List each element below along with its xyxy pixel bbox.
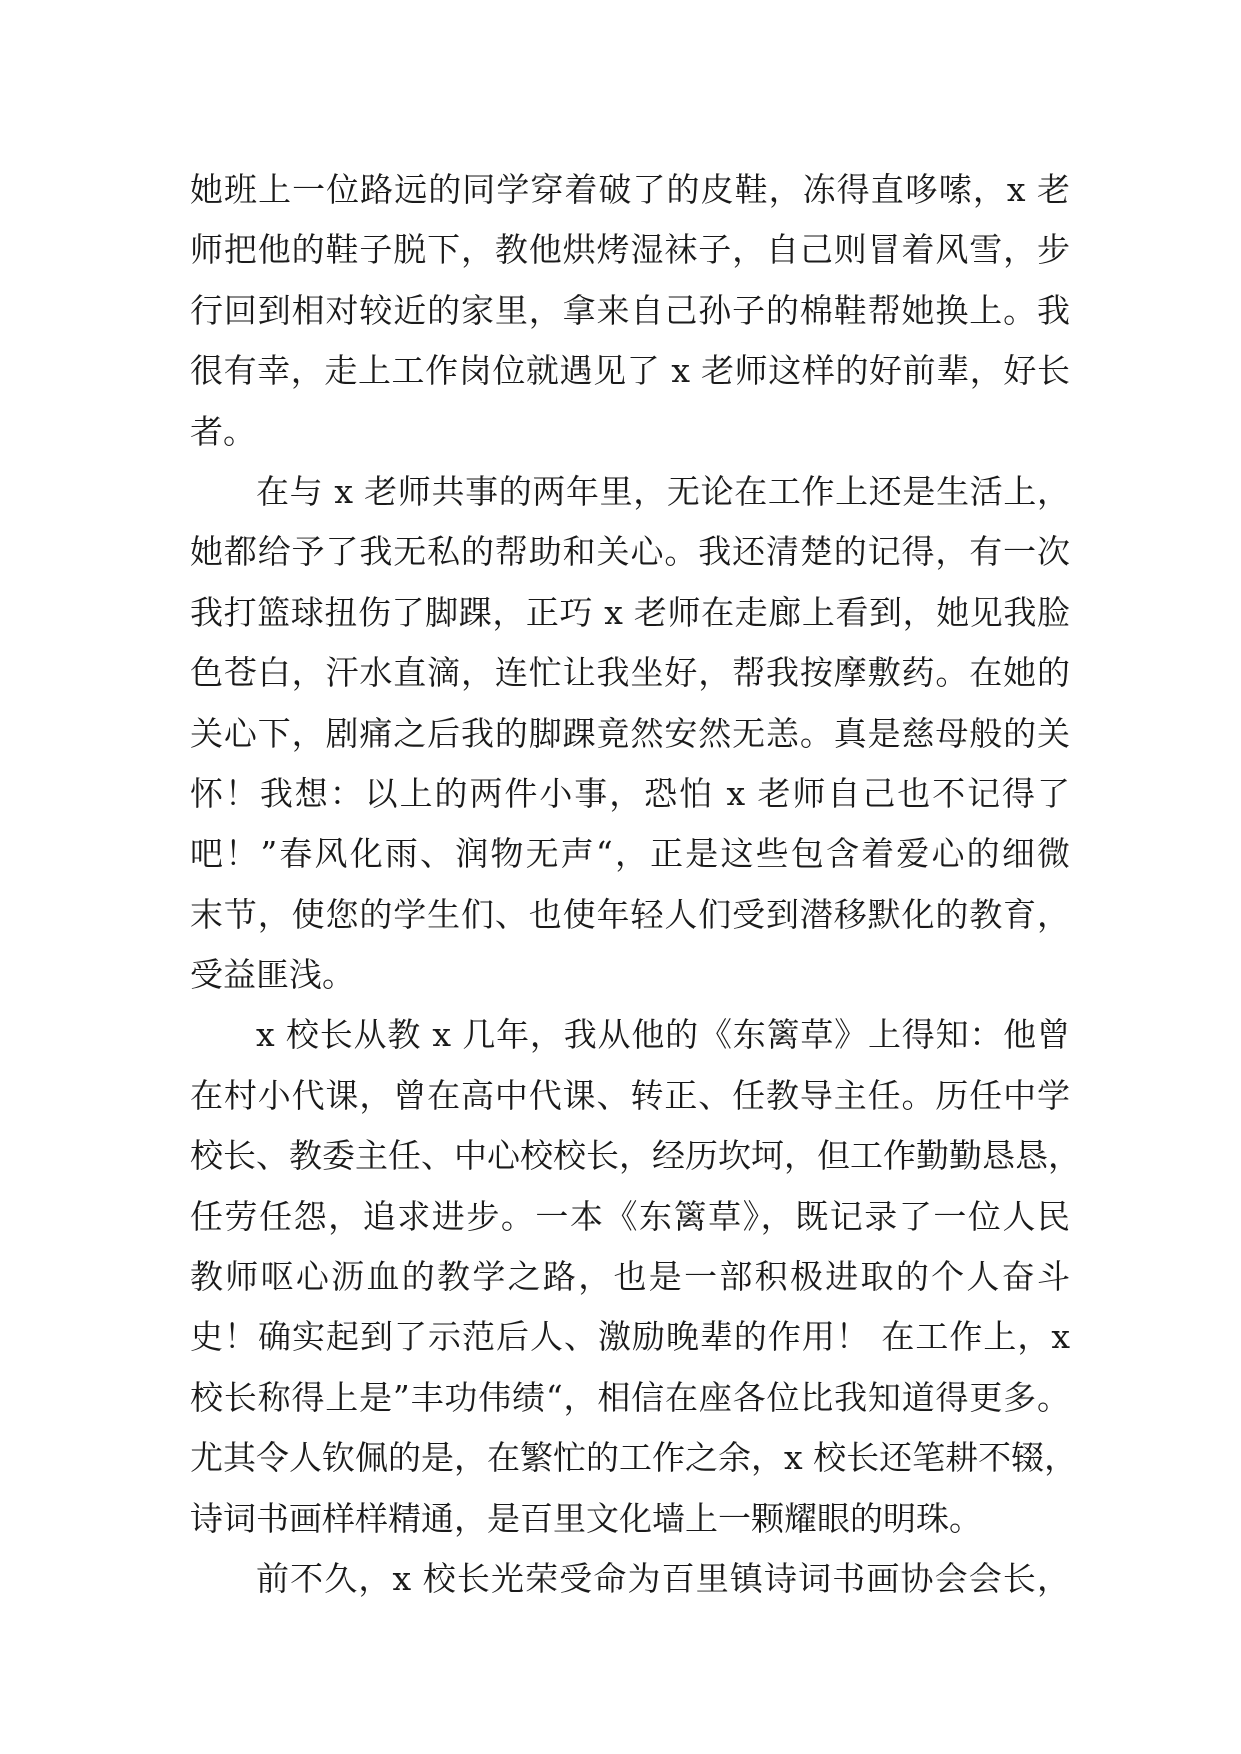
paragraph-start-line: 前不久，x 校长光荣受命为百里镇诗词书画协会会长， bbox=[256, 1558, 1070, 1598]
text-line: 任劳任怨，追求进步。一本《东篱草》，既记录了一位人民 bbox=[190, 1196, 1070, 1236]
text-line: 我打篮球扭伤了脚踝，正巧 x 老师在走廊上看到，她见我脸 bbox=[190, 592, 1070, 632]
text-line: 师把他的鞋子脱下，教他烘烤湿袜子，自己则冒着风雪，步 bbox=[190, 230, 1070, 270]
text-line: 关心下，剧痛之后我的脚踝竟然安然无恙。真是慈母般的关 bbox=[190, 713, 1070, 753]
text-line: 校长称得上是”丰功伟绩“，相信在座各位比我知道得更多。 bbox=[190, 1377, 1070, 1417]
text-line: 她班上一位路远的同学穿着破了的皮鞋，冻得直哆嗦，x 老 bbox=[190, 170, 1070, 209]
text-line: 教师呕心沥血的教学之路，也是一部积极进取的个人奋斗 bbox=[190, 1257, 1070, 1297]
text-line: 尤其令人钦佩的是，在繁忙的工作之余，x 校长还笔耕不辍， bbox=[190, 1438, 1078, 1478]
text-line: 她都给予了我无私的帮助和关心。我还清楚的记得，有一次 bbox=[190, 532, 1070, 572]
text-line: 受益匪浅。 bbox=[190, 955, 355, 995]
text-line: 行回到相对较近的家里，拿来自己孙子的棉鞋帮她换上。我 bbox=[190, 290, 1070, 330]
text-line: 在村小代课，曾在高中代课、转正、任教导主任。历任中学 bbox=[190, 1075, 1070, 1115]
paragraph-start-line: x 校长从教 x 几年，我从他的《东篱草》上得知：他曾 bbox=[256, 1015, 1070, 1055]
text-line: 诗词书画样样精通，是百里文化墙上一颗耀眼的明珠。 bbox=[190, 1498, 982, 1538]
text-line: 色苍白，汗水直滴，连忙让我坐好，帮我按摩敷药。在她的 bbox=[190, 653, 1070, 693]
body-text bbox=[190, 160, 1081, 1609]
text-line: 末节，使您的学生们、也使年轻人们受到潜移默化的教育， bbox=[190, 894, 1070, 934]
text-line: 吧！”春风化雨、润物无声“，正是这些包含着爱心的细微 bbox=[190, 834, 1070, 874]
text-line: 史！确实起到了示范后人、激励晚辈的作用！ 在工作上，x bbox=[190, 1317, 1070, 1357]
paragraph-start-line: 在与 x 老师共事的两年里，无论在工作上还是生活上， bbox=[256, 471, 1070, 511]
text-line: 者。 bbox=[190, 411, 256, 451]
text-line: 怀！我想：以上的两件小事，恐怕 x 老师自己也不记得了 bbox=[190, 773, 1070, 813]
text-line: 很有幸，走上工作岗位就遇见了 x 老师这样的好前辈，好长 bbox=[190, 351, 1070, 391]
text-line: 校长、教委主任、中心校校长，经历坎坷，但工作勤勤恳恳， bbox=[190, 1136, 1081, 1176]
